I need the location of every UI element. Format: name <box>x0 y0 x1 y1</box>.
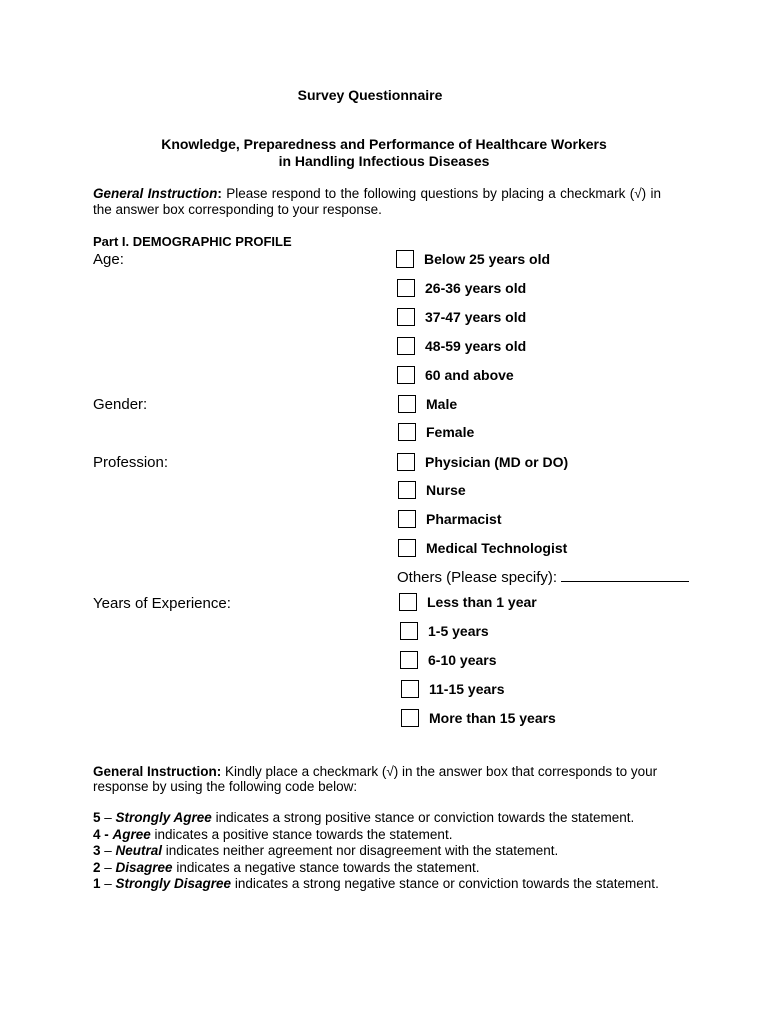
experience-label: Years of Experience: <box>93 595 231 612</box>
subtitle-line-2: in Handling Infectious Diseases <box>278 153 490 169</box>
scale-row <box>93 860 675 877</box>
age-option[interactable] <box>397 336 526 356</box>
rating-scale-legend <box>93 810 675 893</box>
scale-separator: – <box>100 843 116 858</box>
profession-option[interactable] <box>398 480 466 500</box>
document-subtitle <box>0 136 768 170</box>
profession-option[interactable] <box>398 509 501 529</box>
option-label: Pharmacist <box>426 511 502 527</box>
others-label: Others (Please specify): <box>397 569 558 586</box>
scale-description: indicates a positive stance towards the statement. <box>150 826 453 842</box>
scale-term: Agree <box>112 826 151 842</box>
others-specify <box>397 567 689 586</box>
instruction-lead: General Instruction <box>93 186 218 201</box>
option-label: Medical Technologist <box>426 540 568 556</box>
scale-term: Disagree <box>115 859 173 875</box>
checkbox[interactable] <box>400 651 418 669</box>
option-label: 1-5 years <box>428 623 489 639</box>
option-label: 48-59 years old <box>425 338 527 354</box>
scale-description: indicates neither agreement nor disagreement with the statement. <box>162 843 559 858</box>
age-option[interactable] <box>396 249 550 269</box>
profession-label: Profession: <box>93 454 169 471</box>
checkbox[interactable] <box>397 366 415 384</box>
document-title: Survey Questionnaire <box>297 87 443 103</box>
general-instruction-1 <box>93 186 661 218</box>
general-instruction-2 <box>93 764 659 794</box>
age-option[interactable] <box>397 278 526 298</box>
instruction-lead: General Instruction: <box>93 764 222 779</box>
option-label: 6-10 years <box>428 652 497 668</box>
scale-description: indicates a strong positive stance or conviction towards the statement. <box>211 810 635 825</box>
scale-number: 1 <box>93 876 101 891</box>
checkbox[interactable] <box>397 337 415 355</box>
gender-option[interactable] <box>398 422 474 442</box>
scale-row <box>93 876 675 893</box>
option-label: Nurse <box>426 482 466 498</box>
option-label: Female <box>426 424 475 440</box>
experience-option[interactable] <box>400 621 489 641</box>
instruction-colon: : <box>217 186 222 201</box>
scale-separator: – <box>100 859 116 875</box>
others-specify-field[interactable] <box>561 567 689 582</box>
scale-description: indicates a negative stance towards the statement. <box>172 859 480 875</box>
option-label: More than 15 years <box>429 710 556 726</box>
profession-option[interactable] <box>398 538 567 558</box>
scale-row <box>93 827 675 844</box>
gender-label: Gender: <box>93 396 148 413</box>
scale-separator: - <box>100 826 113 842</box>
checkbox[interactable] <box>398 510 416 528</box>
subtitle-line-1: Knowledge, Preparedness and Performance of Healthcare Workers <box>161 136 607 152</box>
option-label: 26-36 years old <box>425 280 527 296</box>
experience-option[interactable] <box>401 679 505 699</box>
scale-separator: – <box>100 876 116 891</box>
scale-number: 2 <box>93 859 101 875</box>
age-option[interactable] <box>397 307 526 327</box>
age-label: Age: <box>93 251 124 268</box>
option-label: 60 and above <box>425 367 514 383</box>
option-label: 37-47 years old <box>425 309 527 325</box>
checkbox[interactable] <box>399 593 417 611</box>
instruction-text: Kindly place a checkmark (√) in the answer box that corresponds to your response by using the following code below: <box>93 764 658 794</box>
scale-number: 4 <box>93 826 101 842</box>
profession-option[interactable] <box>397 452 568 472</box>
scale-row <box>93 843 675 860</box>
option-label: Physician (MD or DO) <box>425 454 569 470</box>
experience-option[interactable] <box>401 708 556 728</box>
experience-option[interactable] <box>400 650 497 670</box>
checkbox[interactable] <box>396 250 414 268</box>
scale-number: 3 <box>93 843 101 858</box>
checkbox[interactable] <box>398 539 416 557</box>
checkbox[interactable] <box>401 709 419 727</box>
checkbox[interactable] <box>398 395 416 413</box>
scale-separator: – <box>100 810 116 825</box>
scale-number: 5 <box>93 810 101 825</box>
part-1-heading: Part I. DEMOGRAPHIC PROFILE <box>93 234 292 249</box>
option-label: Less than 1 year <box>427 594 537 610</box>
scale-term: Strongly Disagree <box>115 876 232 891</box>
gender-option[interactable] <box>398 394 457 414</box>
instruction-text: Please respond to the following questions by placing a checkmark (√) in the answer box corresponding to your response. <box>93 186 661 217</box>
checkbox[interactable] <box>398 481 416 499</box>
checkbox[interactable] <box>397 453 415 471</box>
scale-term: Strongly Agree <box>115 810 212 825</box>
experience-option[interactable] <box>399 592 537 612</box>
scale-description: indicates a strong negative stance or conviction towards the statement. <box>231 876 659 891</box>
checkbox[interactable] <box>398 423 416 441</box>
option-label: Below 25 years old <box>424 251 551 267</box>
option-label: 11-15 years <box>429 681 505 697</box>
checkbox[interactable] <box>397 279 415 297</box>
checkbox[interactable] <box>400 622 418 640</box>
scale-row <box>93 810 675 827</box>
age-option[interactable] <box>397 365 514 385</box>
checkbox[interactable] <box>397 308 415 326</box>
option-label: Male <box>426 396 458 412</box>
scale-term: Neutral <box>115 843 163 858</box>
checkbox[interactable] <box>401 680 419 698</box>
